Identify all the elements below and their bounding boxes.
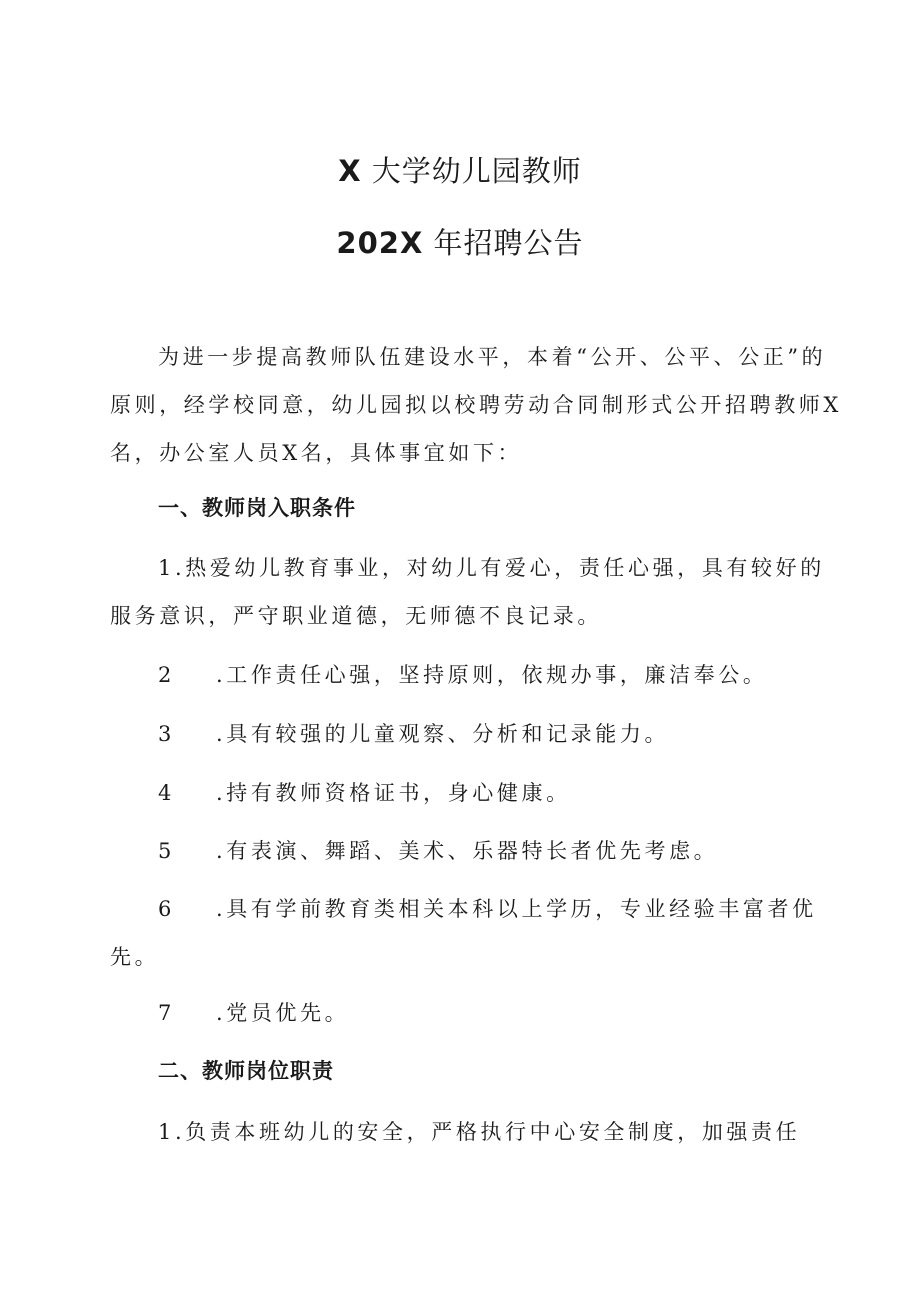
list-item-text: .具有较强的儿童观察、分析和记录能力。 <box>216 722 670 746</box>
document-title-line2: 202X 年招聘公告 <box>336 226 584 260</box>
intro-line: 原则，经学校同意，幼儿园拟以校聘劳动合同制形式公开招聘教师X <box>110 393 842 417</box>
intro-line: 为进一步提高教师队伍建设水平，本着“公开、公平、公正”的 <box>158 345 827 369</box>
list-item-number: 7 <box>158 1001 175 1025</box>
list-item <box>158 660 767 690</box>
list-item: 1.热爱幼儿教育事业，对幼儿有爱心，责任心强，具有较好的 <box>158 556 825 580</box>
list-item-continuation: 先。 <box>110 945 160 969</box>
list-item-number: 6 <box>158 897 175 921</box>
list-item-text: .党员优先。 <box>216 1001 350 1025</box>
list-item-text: .持有教师资格证书，身心健康。 <box>216 781 571 805</box>
list-item-text: .具有学前教育类相关本科以上学历，专业经验丰富者优 <box>216 897 817 921</box>
list-item <box>158 894 817 924</box>
list-item-number: 4 <box>158 781 175 805</box>
section-heading: 一、教师岗入职条件 <box>158 496 356 520</box>
list-item-number: 2 <box>158 663 175 687</box>
section-heading: 二、教师岗位职责 <box>158 1059 334 1083</box>
list-item <box>158 836 718 866</box>
list-item <box>158 719 669 749</box>
list-item-number: 3 <box>158 722 175 746</box>
list-item-number: 5 <box>158 839 175 863</box>
list-item: 1.负责本班幼儿的安全，严格执行中心安全制度，加强责任 <box>158 1120 801 1144</box>
document-title-line1: X 大学幼儿园教师 <box>338 154 582 188</box>
list-item-text: .工作责任心强，坚持原则，依规办事，廉洁奉公。 <box>216 663 768 687</box>
list-item <box>158 778 571 808</box>
intro-line: 名，办公室人员X名，具体事宜如下： <box>110 441 523 465</box>
list-item-text: .有表演、舞蹈、美术、乐器特长者优先考虑。 <box>216 839 719 863</box>
list-item-continuation: 服务意识，严守职业道德，无师德不良记录。 <box>110 604 602 628</box>
list-item <box>158 998 349 1028</box>
